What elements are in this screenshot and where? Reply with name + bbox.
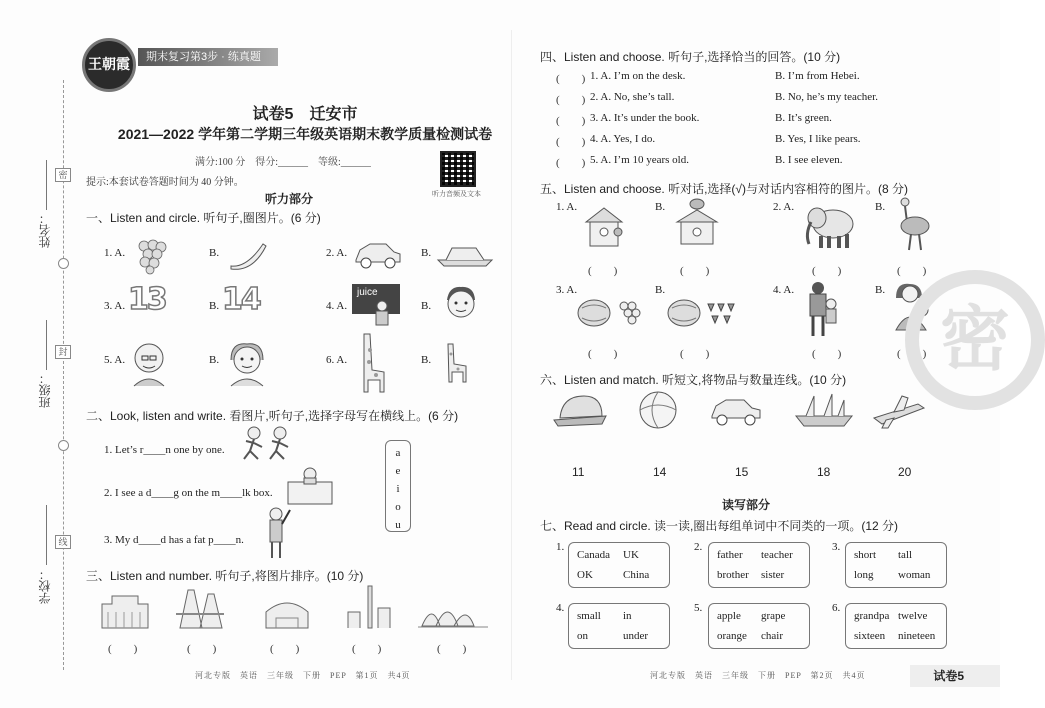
word[interactable]: sixteen [854, 630, 886, 642]
p1-label: B. [209, 300, 220, 312]
word[interactable]: long [854, 569, 874, 581]
count-15[interactable]: 15 [735, 465, 749, 479]
dad-and-child-icon[interactable] [804, 280, 842, 340]
p7-num: 4. [556, 602, 565, 614]
exam-title: 试卷5 迁安市 [252, 106, 358, 123]
p5-label: 3. A. [556, 284, 578, 296]
elephant-icon[interactable] [803, 198, 855, 250]
count-20[interactable]: 20 [898, 465, 912, 479]
kids-running-icon [240, 425, 296, 463]
word[interactable]: brother [717, 569, 749, 581]
word[interactable]: woman [898, 569, 931, 581]
time-tip: 提示:本套试卷答题时间为 40 分钟。 [86, 177, 244, 188]
p4-option-b: B. It’s green. [775, 112, 832, 124]
word[interactable]: orange [717, 630, 747, 642]
p3-answer-paren[interactable]: ( ) [187, 643, 217, 655]
part6-heading: 六、Listen and match. 听短文,将物品与数量连线。(10 分) [540, 373, 847, 387]
word[interactable]: small [577, 610, 601, 622]
p5-paren[interactable]: ( ) [680, 265, 710, 277]
dog-on-milk-box-icon [286, 466, 334, 506]
landmark-2-icon[interactable] [174, 584, 226, 630]
word[interactable]: grape [761, 610, 786, 622]
word[interactable]: on [577, 630, 588, 642]
grapes-icon[interactable] [134, 236, 168, 274]
word[interactable]: sister [761, 569, 785, 581]
watermelon-grapes-icon[interactable] [576, 296, 646, 330]
word-group-4 [568, 603, 670, 649]
word[interactable]: nineteen [898, 630, 936, 642]
p1-label: 1. A. [104, 247, 126, 259]
p5-label: B. [875, 201, 886, 213]
giraffe-large-icon[interactable] [350, 330, 390, 394]
p4-option-b: B. Yes, I like pears. [775, 133, 861, 145]
p4-paren[interactable]: ( ) [556, 73, 586, 85]
dad-with-pen-icon [262, 506, 292, 560]
p5-paren[interactable]: ( ) [897, 265, 927, 277]
word[interactable]: apple [717, 610, 741, 622]
reading-title: 读写部分 [722, 498, 771, 512]
word[interactable]: UK [623, 549, 639, 561]
boy-face-icon[interactable] [443, 284, 479, 324]
word[interactable]: teacher [761, 549, 793, 561]
p7-num: 2. [694, 541, 703, 553]
opera-house-icon[interactable] [418, 596, 488, 630]
word-group-6 [845, 603, 947, 649]
page-divider [511, 30, 512, 680]
p5-label: 2. A. [773, 201, 795, 213]
part7-heading: 七、Read and circle. 读一读,圈出每组单词中不同类的一项。(12 分) [540, 519, 899, 533]
count-11[interactable]: 11 [572, 465, 585, 479]
p7-num: 3. [832, 541, 841, 553]
qr-caption: 听力音频及文本 [432, 190, 481, 198]
beach-ball-icon[interactable] [638, 390, 678, 430]
birdhouse-top-bird-icon[interactable] [673, 196, 721, 248]
word[interactable]: OK [577, 569, 593, 581]
p5-paren[interactable]: ( ) [588, 348, 618, 360]
vowel-box [385, 440, 411, 532]
school-label: 学校： [38, 568, 52, 604]
count-14[interactable]: 14 [653, 465, 667, 479]
vowel-u: u [395, 519, 401, 531]
p3-answer-paren[interactable]: ( ) [108, 643, 138, 655]
ship-icon[interactable] [794, 392, 854, 428]
p4-paren[interactable]: ( ) [556, 136, 586, 148]
p1-label: 4. A. [326, 300, 348, 312]
cap-icon[interactable] [552, 392, 608, 430]
p7-num: 6. [832, 602, 841, 614]
word-group-1 [568, 542, 670, 588]
p1-label: B. [421, 354, 432, 366]
footer-left: 河北专版 英语 三年级 下册 PEP 第1页 共4页 [195, 671, 411, 680]
p4-option-a: 3. A. It’s under the book. [590, 112, 700, 124]
step-banner: 期末复习第3步 · 练真题 [138, 48, 278, 66]
p4-option-b: B. I’m from Hebei. [775, 70, 860, 82]
exam-subtitle: 2021—2022 学年第二学期三年级英语期末教学质量检测试卷 [117, 126, 493, 142]
p4-option-a: 2. A. No, she’s tall. [590, 91, 675, 103]
class-label: 班级： [38, 372, 52, 408]
p5-paren[interactable]: ( ) [588, 265, 618, 277]
p7-num: 5. [694, 602, 703, 614]
number-14[interactable]: 14 [222, 282, 260, 317]
word-group-3 [845, 542, 947, 588]
plane-icon[interactable] [872, 394, 926, 428]
word[interactable]: chair [761, 630, 783, 642]
word[interactable]: father [717, 549, 743, 561]
p4-option-b: B. No, he’s my teacher. [775, 91, 878, 103]
p1-label: B. [209, 247, 220, 259]
p5-paren[interactable]: ( ) [812, 348, 842, 360]
toy-car-icon[interactable] [708, 394, 764, 428]
p2-sentence-1: 1. Let’s r____n one by one. [104, 444, 225, 456]
watermelon-strawberries-icon[interactable] [666, 296, 736, 330]
part3-heading: 三、Listen and number. 听句子,将图片排序。(10 分) [86, 569, 364, 583]
p5-paren[interactable]: ( ) [680, 348, 710, 360]
birdhouse-bird-icon[interactable] [582, 204, 626, 248]
word[interactable]: Canada [577, 549, 610, 561]
p4-option-a: 1. A. I’m on the desk. [590, 70, 686, 82]
p5-paren[interactable]: ( ) [897, 348, 927, 360]
p1-label: 2. A. [326, 247, 348, 259]
word[interactable]: twelve [898, 610, 928, 622]
word[interactable]: grandpa [854, 610, 890, 622]
word-group-2 [708, 542, 810, 588]
landmark-3-icon[interactable] [262, 592, 312, 630]
grandma-icon[interactable] [225, 340, 269, 386]
paper-tag: 试卷5 [910, 665, 1000, 687]
vowel-e: e [395, 465, 401, 477]
part5-heading: 五、Listen and choose. 听对话,选择(√)与对话内容相符的图片。(8 分) [540, 182, 908, 196]
p1-label: 6. A. [326, 354, 348, 366]
p4-paren[interactable]: ( ) [556, 94, 586, 106]
number-13[interactable]: 13 [128, 282, 166, 317]
word-group-5 [708, 603, 810, 649]
grandpa-icon[interactable] [128, 340, 170, 386]
p4-option-a: 5. A. I’m 10 years old. [590, 154, 689, 166]
p4-option-a: 4. A. Yes, I do. [590, 133, 656, 145]
vowel-i: i [396, 483, 400, 495]
p1-label: 5. A. [104, 354, 126, 366]
seal-mark: 密 [55, 168, 71, 182]
p4-option-b: B. I see eleven. [775, 154, 843, 166]
p1-label: B. [209, 354, 220, 366]
ostrich-icon[interactable] [893, 196, 933, 252]
vowel-a: a [395, 447, 401, 459]
p5-label: B. [875, 284, 886, 296]
name-line [46, 160, 47, 210]
part1-heading: 一、Listen and circle. 听句子,圈图片。(6 分) [86, 211, 321, 225]
p1-label: B. [421, 247, 432, 259]
p1-label: B. [421, 300, 432, 312]
p2-sentence-3: 3. My d____d has a fat p____n. [104, 534, 244, 546]
word[interactable]: in [623, 610, 632, 622]
p5-label: 1. A. [556, 201, 578, 213]
seal-watermark: 密 [905, 270, 1045, 410]
boat-icon[interactable] [436, 240, 494, 268]
juice-text: juice [357, 287, 378, 298]
footer-right: 河北专版 英语 三年级 下册 PEP 第2页 共4页 [650, 671, 866, 680]
p5-label: 4. A. [773, 284, 795, 296]
binding-hole [58, 440, 69, 451]
teacher-icon [372, 300, 392, 326]
part4-heading: 四、Listen and choose. 听句子,选择恰当的回答。(10 分) [540, 50, 841, 64]
brand-logo: 王朝霞 [82, 38, 136, 92]
p4-paren[interactable]: ( ) [556, 115, 586, 127]
score-meta: 满分:100 分 得分:______ 等级:______ [195, 157, 371, 168]
giraffe-small-icon[interactable] [440, 340, 474, 384]
p5-label: B. [655, 201, 666, 213]
word[interactable]: short [854, 549, 876, 561]
p3-answer-paren[interactable]: ( ) [270, 643, 300, 655]
count-18[interactable]: 18 [817, 465, 831, 479]
school-line [46, 505, 47, 565]
part2-heading: 二、Look, listen and write. 看图片,听句子,选择字母写在横线上。(6 分) [86, 409, 459, 423]
vowel-o: o [395, 501, 401, 513]
p5-label: B. [655, 284, 666, 296]
p4-paren[interactable]: ( ) [556, 157, 586, 169]
banana-icon[interactable] [227, 238, 269, 272]
car-icon[interactable] [352, 238, 402, 270]
word[interactable]: tall [898, 549, 913, 561]
landmark-1-icon[interactable] [100, 588, 150, 630]
landmark-4-icon[interactable] [344, 584, 394, 630]
p2-sentence-2: 2. I see a d____g on the m____lk box. [104, 487, 273, 499]
class-line [46, 320, 47, 370]
word[interactable]: China [623, 569, 650, 581]
seal-mark: 线 [55, 535, 71, 549]
p3-answer-paren[interactable]: ( ) [437, 643, 467, 655]
p5-paren[interactable]: ( ) [812, 265, 842, 277]
seal-mark: 封 [55, 345, 71, 359]
binding-hole [58, 258, 69, 269]
listening-title: 听力部分 [265, 192, 314, 206]
qr-code-icon[interactable] [440, 151, 476, 187]
word[interactable]: under [623, 630, 649, 642]
p1-label: 3. A. [104, 300, 126, 312]
name-label: 姓名： [38, 212, 52, 248]
p3-answer-paren[interactable]: ( ) [352, 643, 382, 655]
p7-num: 1. [556, 541, 565, 553]
